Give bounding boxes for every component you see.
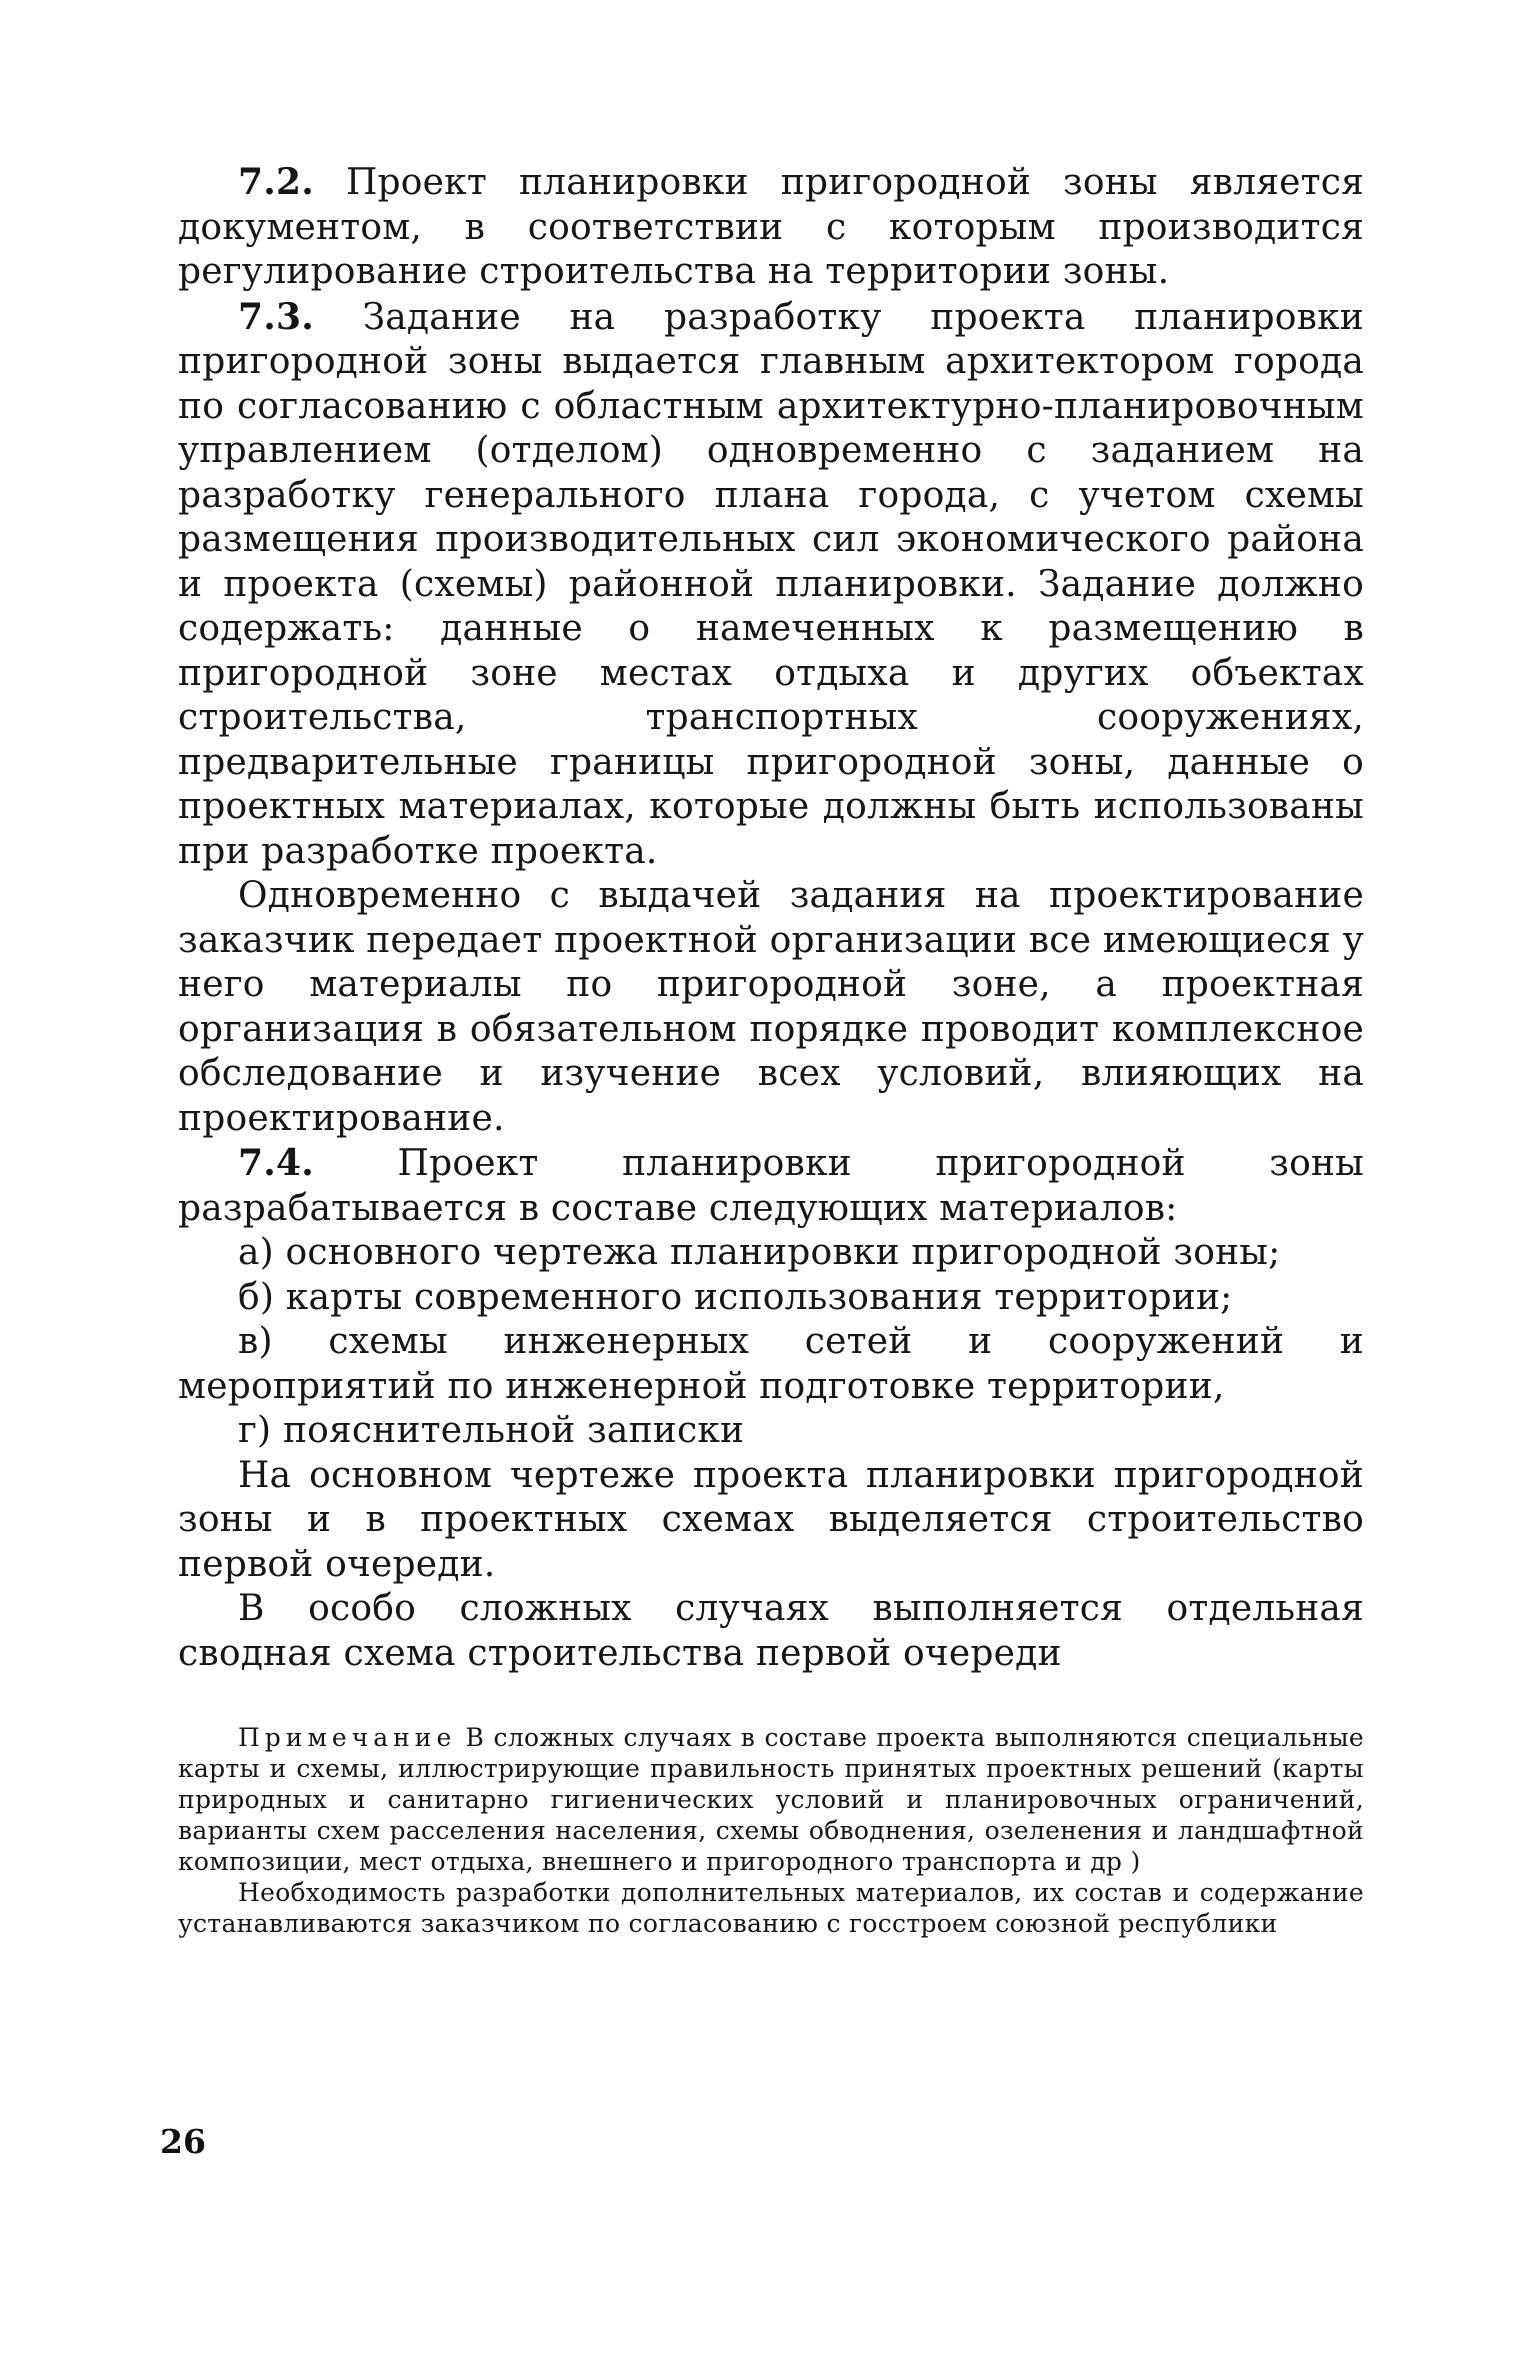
paragraph-7-4 bbox=[178, 1141, 1364, 1231]
paragraph bbox=[178, 1587, 1364, 1676]
list-item-v bbox=[178, 1320, 1364, 1409]
note-text: В сложных случаях в составе проекта выполняются специальные карты и схемы, иллюстрирующие правильность принятых проектных решений (карты природных и санитарно гигиенических условий и планировочных ограничений, варианты схем расселения населения, схемы обводнения, озеленения и ландшафтной композиции, мест отдыха, внешнего и пригородного транспорта и др ) bbox=[178, 1723, 1364, 1876]
paragraph-text: Одновременно с выдачей задания на проектирование заказчик передает проектной организации все имеющиеся у него материалы по пригородной зоне, а проектная организация в обязательном порядке проводит комплексное обследование и изучение всех условий, влияющих на проектирование. bbox=[178, 875, 1364, 1139]
list-item-text: а) основного чертежа планировки пригородной зоны; bbox=[238, 1232, 1281, 1273]
footnote bbox=[178, 1722, 1364, 1939]
section-number: 7.3. bbox=[238, 295, 314, 338]
page-number: 26 bbox=[160, 2122, 206, 2161]
section-number: 7.4. bbox=[238, 1142, 314, 1184]
paragraph bbox=[178, 1454, 1364, 1588]
list-item-text: б) карты современного использования территории; bbox=[238, 1276, 1233, 1318]
paragraph-text: Проект планировки пригородной зоны разрабатывается в составе следующих материалов: bbox=[178, 1143, 1364, 1229]
paragraph-text: Проект планировки пригородной зоны является документом, в соответствии с которым производится регулирование строительства на территории зоны. bbox=[178, 162, 1364, 292]
main-text bbox=[178, 160, 1364, 1676]
note-label: Примечание bbox=[238, 1723, 457, 1752]
paragraph-text: В особо сложных случаях выполняется отдельная сводная схема строительства первой очереди bbox=[178, 1588, 1364, 1674]
paragraph-7-2 bbox=[178, 160, 1364, 295]
paragraph-text: Задание на разработку проекта планировки пригородной зоны выдается главным архитектором города по согласованию с областным архитектурно-планировочным управлением (отделом) одновременно с заданием на разработку генерального плана города, с учетом схемы размещения производительных сил экономического района и проекта (схемы) районной планировки. Задание должно содержать: данные о намеченных к размещению в пригородной зоне местах отдыха и других объектах строительства, транспортных сооружениях, предварительные границы пригородной зоны, данные о проектных материалах, которые должны быть использованы при разработке проекта. bbox=[178, 296, 1364, 872]
list-item-g bbox=[178, 1409, 1364, 1454]
list-item-b bbox=[178, 1276, 1364, 1321]
page-body bbox=[178, 160, 1364, 1939]
list-item-text: в) схемы инженерных сетей и сооружений и мероприятий по инженерной подготовке территории, bbox=[178, 1321, 1364, 1407]
note-paragraph bbox=[178, 1722, 1364, 1877]
note-text-2: Необходимость разработки дополнительных материалов, их состав и содержание устанавливаются заказчиком по согласованию с госстроем союзной республики bbox=[178, 1878, 1364, 1938]
paragraph-text: На основном чертеже проекта планировки пригородной зоны и в проектных схемах выделяется строительство первой очереди. bbox=[178, 1454, 1364, 1585]
note-paragraph-2 bbox=[178, 1877, 1364, 1939]
paragraph-7-3 bbox=[178, 295, 1364, 875]
section-number: 7.2. bbox=[238, 161, 314, 203]
list-item-a bbox=[178, 1231, 1364, 1276]
list-item-text: г) пояснительной записки bbox=[238, 1410, 745, 1451]
paragraph bbox=[178, 874, 1364, 1141]
